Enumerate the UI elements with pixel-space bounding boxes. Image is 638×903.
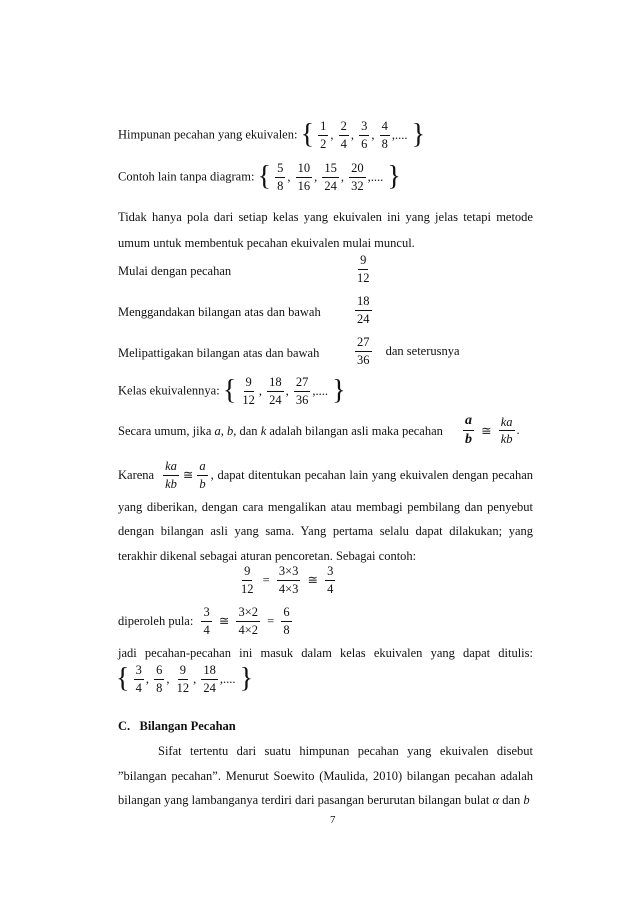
fraction: $\frac{20}{32}$ [351,161,364,193]
paragraph-line: Tidak hanya pola dari setiap kelas yang ekuivalen ini yang jelas tetapi metode [118,210,533,224]
kelas-line: Kelas ekuivalennya: { $\frac{9}{12}$ , $\frac{18}{24}$ , $\frac{27}{36}$ ,.... } [118,375,346,407]
fraction: $\frac{4}{8}$ [381,119,388,151]
himpunan-line: Himpunan pecahan yang ekuivalen: { $\frac{1}{2}$ , $\frac{2}{4}$ , $\frac{3}{6}$ , $\frac{4}{8}$ ,.... } [118,119,426,151]
equation-2: diperoleh pula: $\frac{3}{4}$ ≅ $\frac{3\times 2}{4\times 2}$ = $\frac{6}{8}$ [118,605,290,637]
open-brace: { [300,119,315,150]
close-brace: } [332,375,346,406]
fraction: $\frac{2}{4}$ [340,119,347,151]
paragraph-line: ”bilangan pecahan”. Menurut Soewito (Maulida, 2010) bilangan pecahan adalah [118,769,533,783]
jadi-set: { $\frac{3}{4}$ , $\frac{6}{8}$ , $\frac{9}{12}$ , $\frac{18}{24}$ ,.... } [116,663,254,695]
page-number: 7 [330,814,336,826]
step-2-fraction: $\frac{18}{24}$ [357,294,370,326]
step-1-fraction: $\frac{9}{12}$ [357,253,370,285]
kelas-label: Kelas ekuivalennya: [118,383,220,398]
step-3-suffix: dan seterusnya [385,343,460,358]
step-3-fraction: $\frac{27}{36}$ dan seterusnya [357,335,460,367]
fraction: $\frac{5}{8}$ [277,161,284,193]
close-brace: } [239,663,254,694]
umum-formula: $\frac{a}{b}$ ≅ $\frac{ka}{kb}$ . [465,413,520,447]
fraction: $\frac{9}{12}$ [242,375,255,407]
open-brace: { [116,663,130,694]
step-1-label: Mulai dengan pecahan [118,264,232,278]
fraction: $\frac{27}{36}$ [295,375,309,407]
step-2-label: Menggandakan bilangan atas dan bawah [118,305,321,319]
section-heading: C. Bilangan Pecahan [118,719,236,733]
paragraph-line: terakhir dikenal sebagai aturan pencoretan. Sebagai contoh: [118,549,417,563]
fraction: $\frac{18}{24}$ [269,375,282,407]
paragraph-line: Sifat tertentu dari suatu himpunan pecahan yang ekuivalen disebut [158,744,533,758]
fraction: $\frac{10}{16}$ [297,161,311,193]
umum-text: Secara umum, jika a, b, dan k adalah bilangan asli maka pecahan [118,424,443,438]
step-3-label: Melipattigakan bilangan atas dan bawah [118,346,320,360]
paragraph-line: jadi pecahan-pecahan ini masuk dalam kelas ekuivalen yang dapat ditulis: [118,646,533,660]
karena-line: Karena $\frac{ka}{kb}$ ≅ $\frac{a}{b}$ , dapat ditentukan pecahan lain yang ekuivalen dengan pecahan [118,459,533,491]
paragraph-line: yang diberikan, dengan cara mengalikan atau membagi pembilang dan penyebut [118,500,533,514]
open-brace: { [222,375,237,406]
contoh-label: Contoh lain tanpa diagram: [118,169,255,184]
fraction: $\frac{1}{2}$ [320,119,327,151]
fraction: $\frac{15}{24}$ [324,161,337,193]
paragraph-line: dengan bilangan asli yang sama. Yang pertama selalu dapat dilakukan; yang [118,524,533,538]
equation-1: $\frac{9}{12}$ = $\frac{3\times 3}{4\times 3}$ ≅ $\frac{3}{4}$ [241,564,334,596]
paragraph-line: bilangan yang lambanganya terdiri dari pasangan berurutan bilangan bulat α dan b [118,793,530,807]
fraction: $\frac{3}{6}$ [361,119,368,151]
contoh-line: Contoh lain tanpa diagram: { $\frac{5}{8}$ , $\frac{10}{16}$ , $\frac{15}{24}$ , $\frac{20}{32}$ ,.... } [118,161,401,193]
open-brace: { [257,161,272,192]
himpunan-label: Himpunan pecahan yang ekuivalen: [118,127,298,142]
close-brace: } [387,161,401,192]
paragraph-line: umum untuk membentuk pecahan ekuivalen mulai muncul. [118,236,415,250]
close-brace: } [411,119,426,150]
